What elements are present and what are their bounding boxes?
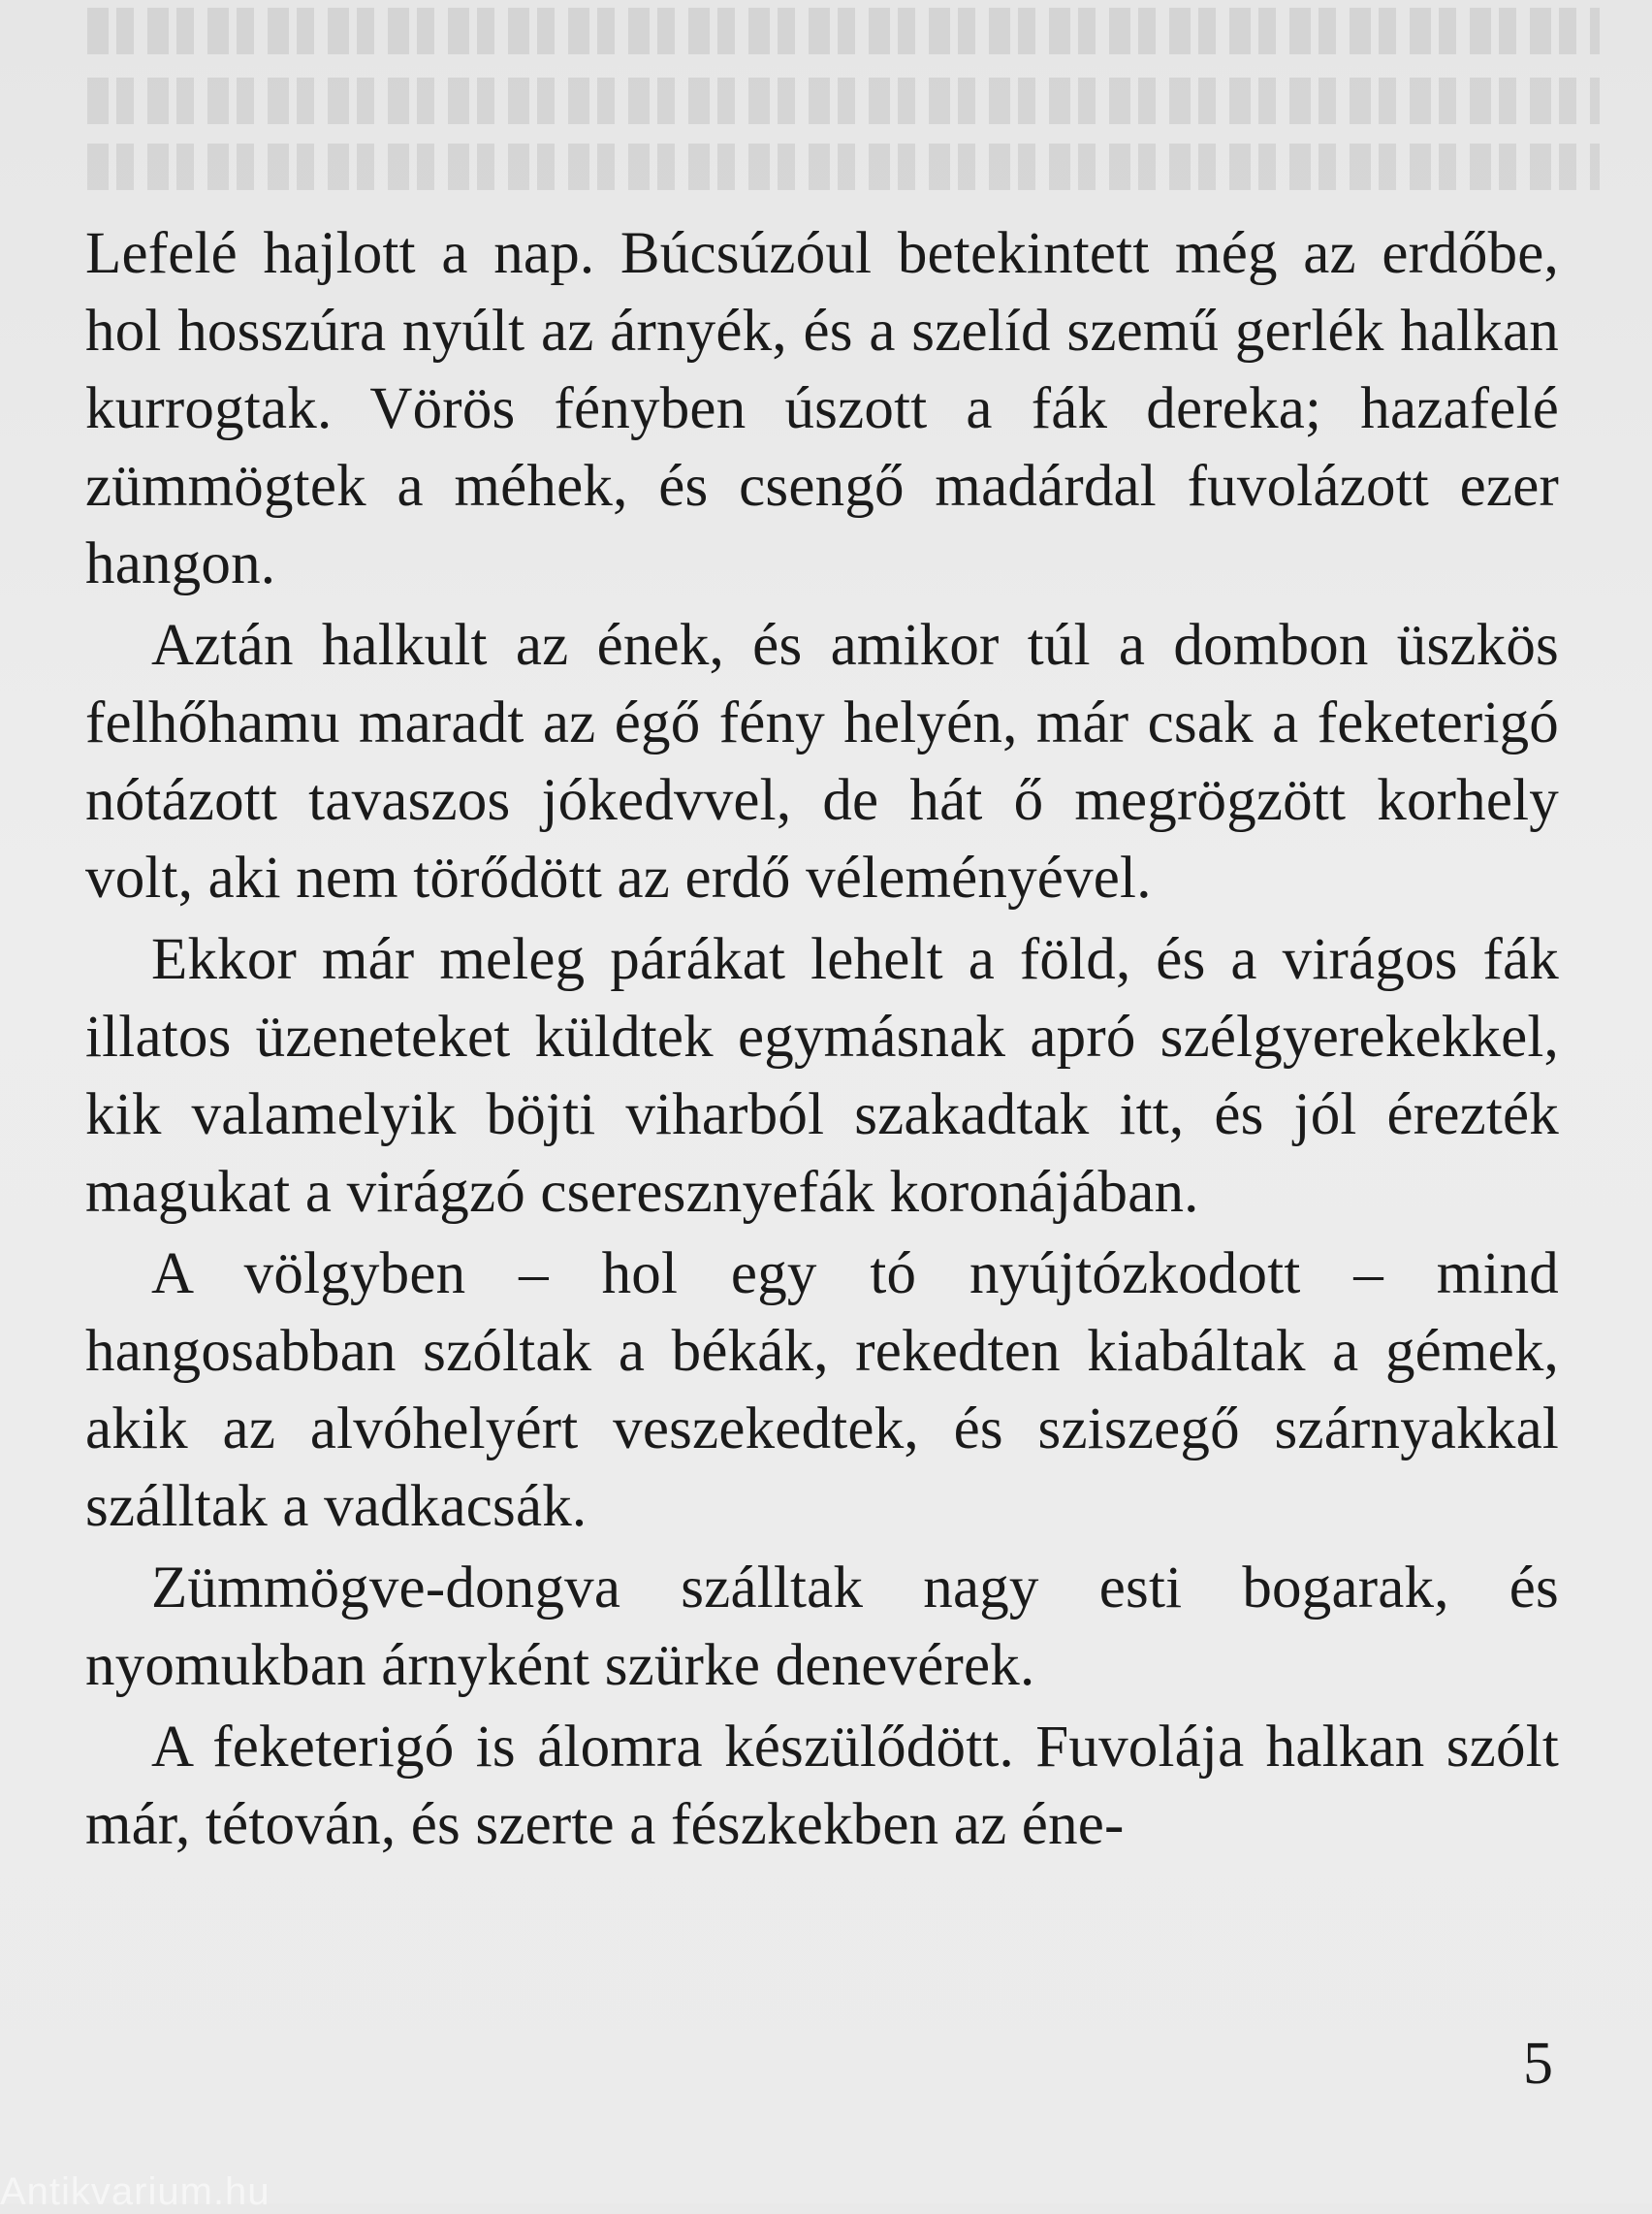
show-through-text <box>0 0 1652 194</box>
paragraph-5: Zümmögve-dongva szálltak nagy esti bogarak, és nyomukban árnyként szürke denevérek. <box>85 1556 1559 1698</box>
show-through-line <box>87 78 1600 124</box>
page-number: 5 <box>1523 2031 1553 2097</box>
body-text <box>85 215 1559 1868</box>
watermark: Antikvarium.hu <box>0 2170 270 2213</box>
paragraph-6: A feketerigó is álomra készülődött. Fuvolája halkan szólt már, tétován, és szerte a fészkekben az éne- <box>85 1715 1559 1857</box>
paragraph-4: A völgyben – hol egy tó nyújtózkodott – mind hangosabban szóltak a békák, rekedten kiabáltak a gémek, akik az alvóhelyért veszekedtek, és sziszegő szárnyakkal szálltak a vadkacsák. <box>85 1241 1559 1539</box>
paragraph-1: Lefelé hajlott a nap. Búcsúzóul betekintett még az erdőbe, hol hosszúra nyúlt az árnyék, és a szelíd szemű gerlék halkan kurrogtak. Vörös fényben úszott a fák dereka; hazafelé zümmögtek a méhek, és csengő madárdal fuvolázott ezer hangon. <box>85 221 1559 596</box>
paragraph-3: Ekkor már meleg párákat lehelt a föld, és a virágos fák illatos üzeneteket küldtek egymásnak apró szélgyerekekkel, kik valamelyik böjti viharból szakadtak itt, és jól érezték magukat a virágzó cseresznyefák koronájában. <box>85 927 1559 1225</box>
show-through-line <box>87 144 1600 190</box>
paragraph-2: Aztán halkult az ének, és amikor túl a dombon üszkös felhőhamu maradt az égő fény helyén, már csak a feketerigó nótázott tavaszos jókedvvel, de hát ő megrögzött korhely volt, aki nem törődött az erdő véleményével. <box>85 613 1559 911</box>
show-through-line <box>87 8 1600 54</box>
